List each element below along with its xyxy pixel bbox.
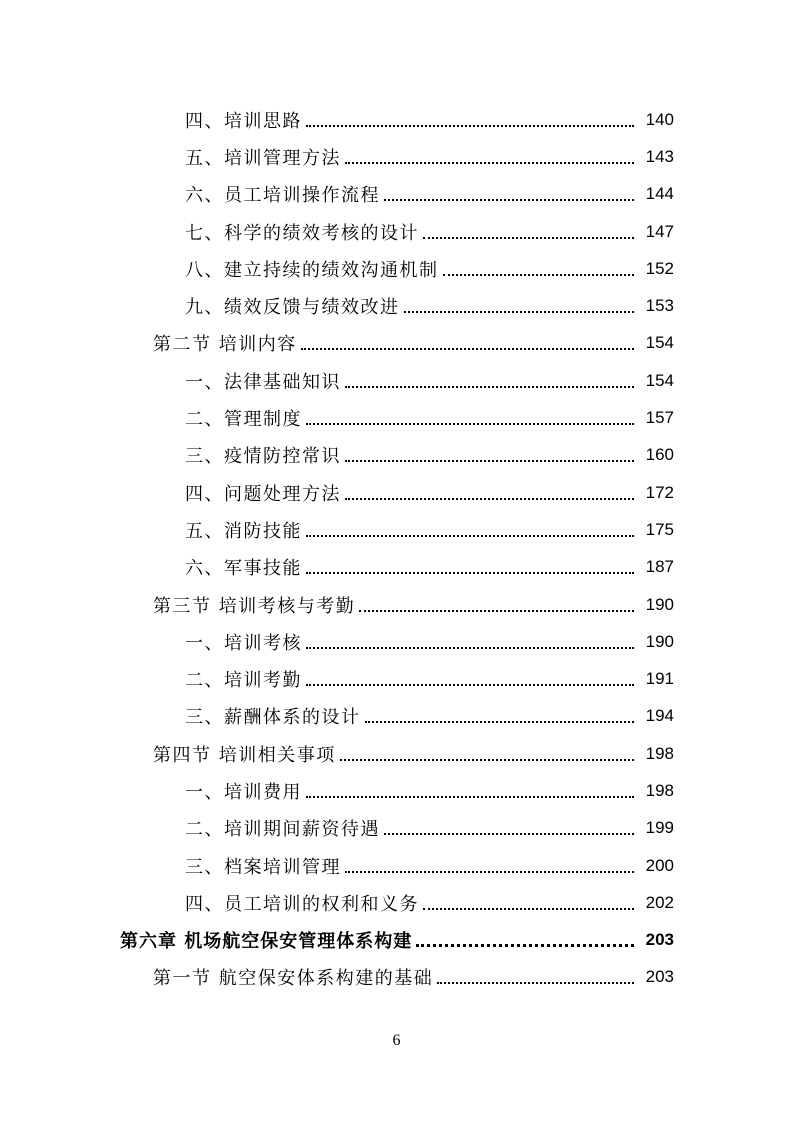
toc-entry-page-number: 172 [645, 482, 674, 502]
toc-entry-label: 三、档案培训管理 [185, 856, 341, 878]
toc-entry-item[interactable] [0, 399, 793, 436]
dot-leader [345, 148, 634, 166]
toc-entry-item[interactable] [0, 250, 793, 287]
dot-leader [345, 372, 634, 390]
toc-entry-label: 九、绩效反馈与绩效改进 [185, 297, 400, 319]
toc-entry-item[interactable] [0, 287, 793, 324]
toc-entry-label: 五、培训管理方法 [185, 147, 341, 169]
toc-entry-item[interactable] [0, 437, 793, 474]
dot-leader [306, 558, 634, 576]
dot-leader [306, 521, 634, 539]
toc-entry-page-number: 202 [645, 892, 674, 912]
toc-entry-item[interactable] [0, 474, 793, 511]
toc-entry-item[interactable] [0, 810, 793, 847]
toc-entry-page-number: 147 [645, 221, 674, 241]
toc-entry-item[interactable] [0, 698, 793, 735]
dot-leader [423, 223, 634, 241]
toc-entry-label: 六、员工培训操作流程 [185, 185, 380, 207]
toc-entry-item[interactable] [0, 138, 793, 175]
dot-leader [340, 745, 634, 763]
toc-entry-page-number: 203 [645, 967, 674, 987]
toc-entry-section[interactable] [0, 325, 793, 362]
toc-entry-item[interactable] [0, 772, 793, 809]
toc-entry-section[interactable] [0, 586, 793, 623]
dot-leader [404, 297, 635, 315]
toc-entry-item[interactable] [0, 176, 793, 213]
dot-leader [437, 968, 634, 986]
toc-entry-page-number: 140 [645, 109, 674, 129]
toc-entry-item[interactable] [0, 847, 793, 884]
page-number: 6 [392, 1032, 401, 1049]
toc-entry-label: 六、军事技能 [185, 558, 302, 580]
toc-entry-item[interactable] [0, 660, 793, 697]
toc-entry-label: 第一节 航空保安体系构建的基础 [153, 968, 434, 990]
toc-entry-page-number: 152 [645, 258, 674, 278]
toc-entry-label: 四、员工培训的权利和义务 [185, 893, 419, 915]
toc-entry-label: 第四节 培训相关事项 [153, 744, 336, 766]
dot-leader [306, 782, 634, 800]
toc-entry-page-number: 175 [645, 519, 674, 539]
toc-entry-item[interactable] [0, 549, 793, 586]
dot-leader [443, 260, 635, 278]
dot-leader [359, 596, 634, 614]
toc-entry-page-number: 144 [645, 184, 674, 204]
toc-entry-page-number: 154 [645, 333, 674, 353]
toc-entry-section[interactable] [0, 735, 793, 772]
toc-entry-page-number: 194 [645, 706, 674, 726]
toc-entry-label: 四、问题处理方法 [185, 483, 341, 505]
toc-entry-label: 第二节 培训内容 [153, 334, 297, 356]
dot-leader [365, 707, 635, 725]
dot-leader [423, 894, 634, 912]
dot-leader [384, 819, 634, 837]
toc-entry-label: 八、建立持续的绩效沟通机制 [185, 259, 439, 281]
toc-entry-label: 第三节 培训考核与考勤 [153, 595, 356, 617]
toc-entry-label: 一、培训费用 [185, 781, 302, 803]
toc-entry-section[interactable] [0, 959, 793, 996]
table-of-contents [0, 101, 793, 996]
toc-entry-page-number: 203 [645, 930, 674, 950]
dot-leader [416, 931, 634, 949]
dot-leader [384, 185, 634, 203]
toc-entry-label: 三、薪酬体系的设计 [185, 707, 361, 729]
toc-entry-page-number: 191 [645, 669, 674, 689]
toc-entry-item[interactable] [0, 213, 793, 250]
dot-leader [345, 446, 634, 464]
dot-leader [301, 334, 634, 352]
toc-entry-page-number: 154 [645, 370, 674, 390]
toc-entry-label: 七、科学的绩效考核的设计 [185, 222, 419, 244]
toc-entry-page-number: 198 [645, 743, 674, 763]
dot-leader [306, 409, 634, 427]
toc-entry-item[interactable] [0, 362, 793, 399]
toc-entry-page-number: 153 [645, 296, 674, 316]
dot-leader [306, 111, 634, 129]
toc-entry-label: 二、培训期间薪资待遇 [185, 819, 380, 841]
toc-entry-label: 五、消防技能 [185, 520, 302, 542]
toc-entry-item[interactable] [0, 884, 793, 921]
toc-entry-page-number: 190 [645, 631, 674, 651]
dot-leader [345, 484, 634, 502]
toc-entry-label: 三、疫情防控常识 [185, 446, 341, 468]
toc-entry-item[interactable] [0, 511, 793, 548]
dot-leader [306, 670, 634, 688]
toc-entry-page-number: 157 [645, 408, 674, 428]
toc-entry-label: 四、培训思路 [185, 110, 302, 132]
toc-entry-page-number: 200 [645, 855, 674, 875]
toc-entry-label: 二、培训考勤 [185, 670, 302, 692]
toc-entry-page-number: 160 [645, 445, 674, 465]
toc-entry-label: 一、法律基础知识 [185, 371, 341, 393]
toc-entry-page-number: 143 [645, 146, 674, 166]
toc-entry-label: 一、培训考核 [185, 632, 302, 654]
toc-entry-item[interactable] [0, 623, 793, 660]
toc-entry-chapter[interactable] [0, 922, 793, 959]
toc-entry-item[interactable] [0, 101, 793, 138]
toc-entry-page-number: 198 [645, 780, 674, 800]
dot-leader [306, 633, 634, 651]
toc-entry-label: 二、管理制度 [185, 409, 302, 431]
toc-entry-page-number: 199 [645, 818, 674, 838]
toc-entry-page-number: 190 [645, 594, 674, 614]
toc-entry-label: 第六章 机场航空保安管理体系构建 [120, 931, 413, 953]
dot-leader [345, 857, 634, 875]
toc-entry-page-number: 187 [645, 557, 674, 577]
